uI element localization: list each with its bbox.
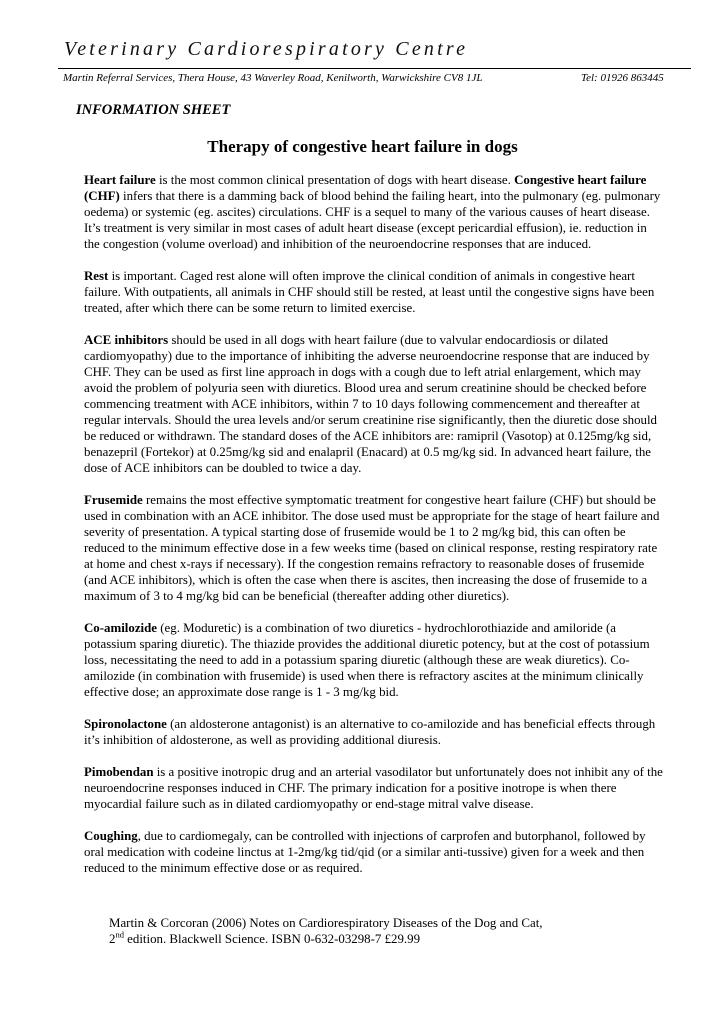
paragraph-text: infers that there is a damming back of blood behind the failing heart, into the pulmonary (eg. pulmonary oedema) or systemic (eg. ascites) circulations. CHF is a sequel to many of the various causes of heart disease. It’s treatment is very similar in most cases of adult heart disease (except pericardial effusion), ie. reduction in the congestion (volume overload) and inhibition of the neuroendocrine responses that are induced.	[84, 189, 661, 251]
reference-line-2	[109, 931, 669, 947]
paragraph-text: should be used in all dogs with heart failure (due to valvular endocardiosis or dilated cardiomyopathy) due to the importance of inhibiting the adverse neuroendocrine response that are induced by CHF. They can be used as first line approach in dogs with a cough due to left atrial enlargement, which may avoid the problem of polyuria seen with diuretics. Blood urea and serum creatinine should be checked before commencing treatment with ACE inhibitors, within 7 to 10 days following commencement and thereafter at regular intervals. Should the urea levels and/or serum creatinine rise significantly, then the diuretic dose should be reduced or withdrawn. The standard doses of the ACE inhibitors are: ramipril (Vasotop) at 0.125mg/kg sid, benazepril (Fortekor) at 0.25mg/kg sid and enalapril (Enacard) at 0.5 mg/kg sid. In advanced heart failure, the dose of ACE inhibitors can be doubled to twice a day.	[84, 333, 657, 475]
term-heart-failure: Heart failure	[84, 173, 156, 187]
term-chf: Congestive heart failure (CHF)	[84, 173, 647, 203]
header-divider	[58, 68, 691, 69]
term-rest: Rest	[84, 269, 109, 283]
paragraph-text: is the most common clinical presentation of dogs with heart disease.	[155, 173, 515, 187]
paragraph-ace-inhibitors	[84, 332, 664, 476]
paragraph-text: is a positive inotropic drug and an arterial vasodilator but unfortunately does not inhibit any of the neuroendocrine responses induced in CHF. The primary indication for a positive inotrope is when there myocardial failure such as in dilated cardiomyopathy or end-stage mitral valve disease.	[84, 765, 663, 811]
paragraph-text: , due to cardiomegaly, can be controlled with injections of carprofen and butorphanol, followed by oral medication with codeine linctus at 1-2mg/kg tid/qid (or a similar anti-tussive) given for a week and then reduced to the minimum effective dose or as required.	[84, 829, 646, 875]
term-ace-inhibitors: ACE inhibitors	[84, 333, 169, 347]
information-sheet-label: INFORMATION SHEET	[76, 102, 231, 118]
term-frusemide: Frusemide	[84, 493, 143, 507]
paragraph-text: (eg. Moduretic) is a combination of two diuretics - hydrochlorothiazide and amiloride (a potassium sparing diuretic). The thiazide provides the additional diuretic potency, but at the cost of potassium loss, necessitating the need to add in a potassium sparing diuretic (although these are weak diuretics). Co-amilozide (in combination with frusemide) is used when there is refractory ascites at the minimum clinically effective dose; an approximate dose range is 1 - 3 mg/kg bid.	[84, 621, 650, 699]
paragraph-heart-failure	[84, 172, 664, 252]
paragraph-frusemide	[84, 492, 664, 604]
organisation-title: Veterinary Cardiorespiratory Centre	[64, 38, 469, 60]
edition-number: 2	[109, 932, 116, 946]
document-title: Therapy of congestive heart failure in dogs	[207, 137, 518, 156]
term-pimobendan: Pimobendan	[84, 765, 154, 779]
paragraph-text: (an aldosterone antagonist) is an alternative to co-amilozide and has beneficial effects through it’s inhibition of aldosterone, as well as providing additional diuresis.	[84, 717, 656, 747]
edition-ordinal: nd	[115, 929, 124, 940]
paragraph-spironolactone	[84, 716, 664, 748]
reference-line-1: Martin & Corcoran (2006) Notes on Cardiorespiratory Diseases of the Dog and Cat,	[109, 916, 543, 930]
document-body	[84, 172, 664, 892]
paragraph-text: remains the most effective symptomatic treatment for congestive heart failure (CHF) but should be used in combination with an ACE inhibitor. The dose used must be appropriate for the stage of heart failure and severity of presentation. A typical starting dose of frusemide would be 1 to 2 mg/kg bid, this can often be reduced to the minimum effective dose in a few weeks time (based on clinical response, resting respiratory rate at home and chest x-rays if necessary). If the congestion remains refractory to reasonable doses of frusemide (and ACE inhibitors), which is often the case when there is ascites, then increasing the dose of frusemide to a maximum of 3 to 4 mg/kg bid can be beneficial (thereafter adding other diuretics).	[84, 493, 660, 603]
reference-citation	[109, 915, 669, 947]
term-co-amilozide: Co-amilozide	[84, 621, 158, 635]
paragraph-rest	[84, 268, 664, 316]
phone-number: Tel: 01926 863445	[581, 72, 664, 84]
term-coughing: Coughing	[84, 829, 138, 843]
paragraph-co-amilozide	[84, 620, 664, 700]
paragraph-text: is important. Caged rest alone will often improve the clinical condition of animals in congestive heart failure. With outpatients, all animals in CHF should still be rested, at least until the congestive signs have been treated, after which there can be some return to limited exercise.	[84, 269, 655, 315]
paragraph-coughing	[84, 828, 664, 876]
address-line: Martin Referral Services, Thera House, 43 Waverley Road, Kenilworth, Warwickshire CV8 1JL	[63, 72, 483, 84]
reference-publisher: edition. Blackwell Science. ISBN 0-632-03298-7 £29.99	[123, 932, 421, 946]
paragraph-pimobendan	[84, 764, 664, 812]
term-spironolactone: Spironolactone	[84, 717, 167, 731]
